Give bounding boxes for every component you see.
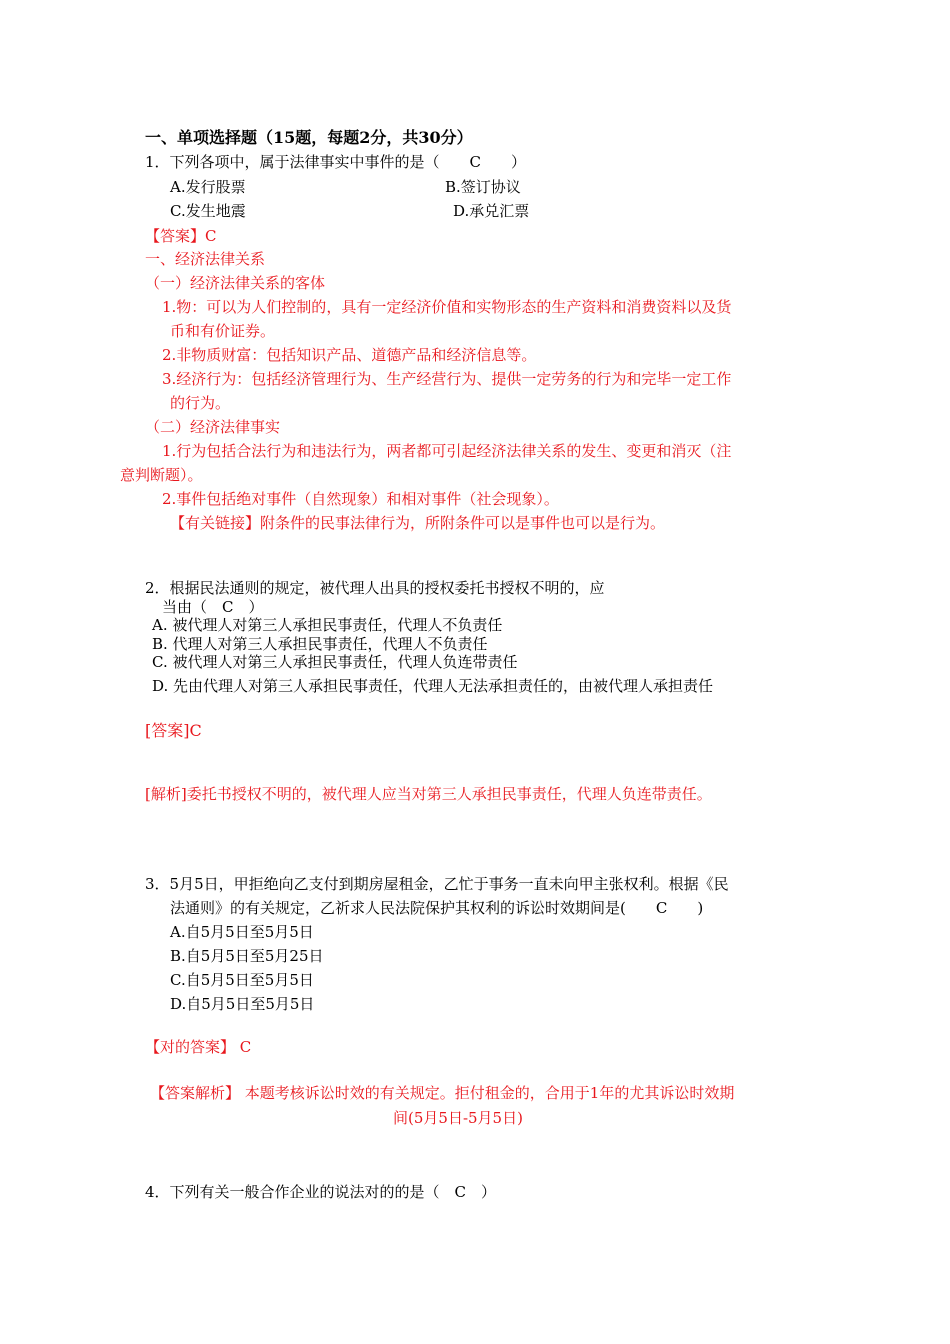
q3-analysis-line-1: 【答案解析】 本题考核诉讼时效的有关规定。拒付租金的，合用于1年的尤其诉讼时效期 xyxy=(150,1084,735,1102)
q1-answer: 【答案】C xyxy=(145,227,217,245)
q2-stem-line-2: 当由（ C ） xyxy=(162,598,264,616)
q1-related-link: 【有关链接】附条件的民事法律行为，所附条件可以是事件也可以是行为。 xyxy=(170,514,666,532)
q3-option-b: B.自5月5日至5月25日 xyxy=(170,947,324,965)
q3-answer: 【对的答案】 C xyxy=(145,1038,252,1056)
section-title: 一、单项选择题（15题，每题2分，共30分） xyxy=(145,128,473,147)
q1-option-a: A.发行股票 xyxy=(170,178,246,196)
q2-option-c: C. 被代理人对第三人承担民事责任，代理人负连带责任 xyxy=(152,653,518,671)
q1-explain-point-4a: 1.行为包括合法行为和违法行为，两者都可引起经济法律关系的发生、变更和消灭（注 xyxy=(162,442,732,460)
q2-answer: [答案]C xyxy=(145,721,202,740)
q1-explain-point-5: 2.事件包括绝对事件（自然现象）和相对事件（社会现象）。 xyxy=(162,490,559,508)
q1-explain-point-4b: 意判断题）。 xyxy=(120,466,203,484)
q1-option-c: C.发生地震 xyxy=(170,202,246,220)
q3-stem-line-2: 法通则》的有关规定，乙祈求人民法院保护其权利的诉讼时效期间是( C ) xyxy=(170,899,704,917)
q1-explain-point-2: 2.非物质财富：包括知识产品、道德产品和经济信息等。 xyxy=(162,346,537,364)
q1-explain-heading-3: （二）经济法律事实 xyxy=(145,418,281,436)
q3-stem-line-1: 3．5月5日，甲拒绝向乙支付到期房屋租金，乙忙于事务一直未向甲主张权利。根据《民 xyxy=(145,875,729,893)
q3-analysis-line-2: 间(5月5日-5月5日) xyxy=(393,1109,523,1127)
q2-stem-line-1: 2．根据民法通则的规定，被代理人出具的授权委托书授权不明的，应 xyxy=(145,579,605,597)
q1-explain-point-3a: 3.经济行为：包括经济管理行为、生产经营行为、提供一定劳务的行为和完毕一定工作 xyxy=(162,370,732,388)
q1-explain-heading-2: （一）经济法律关系的客体 xyxy=(145,274,326,292)
q2-option-a: A. 被代理人对第三人承担民事责任，代理人不负责任 xyxy=(152,616,503,634)
q1-explain-heading-1: 一、经济法律关系 xyxy=(145,250,266,268)
q1-explain-point-1b: 币和有价证券。 xyxy=(170,322,276,340)
q1-stem: 1．下列各项中，属于法律事实中事件的是（ C ） xyxy=(145,153,527,171)
q3-option-a: A.自5月5日至5月5日 xyxy=(170,923,314,941)
q1-explain-point-3b: 的行为。 xyxy=(170,394,231,412)
q2-option-b: B. 代理人对第三人承担民事责任，代理人不负责任 xyxy=(152,635,488,653)
q4-stem: 4．下列有关一般合作企业的说法对的的是（ C ） xyxy=(145,1183,497,1201)
q2-option-d: D. 先由代理人对第三人承担民事责任，代理人无法承担责任的，由被代理人承担责任 xyxy=(152,677,714,695)
q3-option-c: C.自5月5日至5月5日 xyxy=(170,971,314,989)
q1-option-b: B.签订协议 xyxy=(445,178,521,196)
q2-analysis: [解析]委托书授权不明的，被代理人应当对第三人承担民事责任，代理人负连带责任。 xyxy=(145,785,712,803)
q1-option-d: D.承兑汇票 xyxy=(453,202,530,220)
q3-option-d: D.自5月5日至5月5日 xyxy=(170,995,315,1013)
q1-explain-point-1a: 1.物：可以为人们控制的，具有一定经济价值和实物形态的生产资料和消费资料以及货 xyxy=(162,298,732,316)
